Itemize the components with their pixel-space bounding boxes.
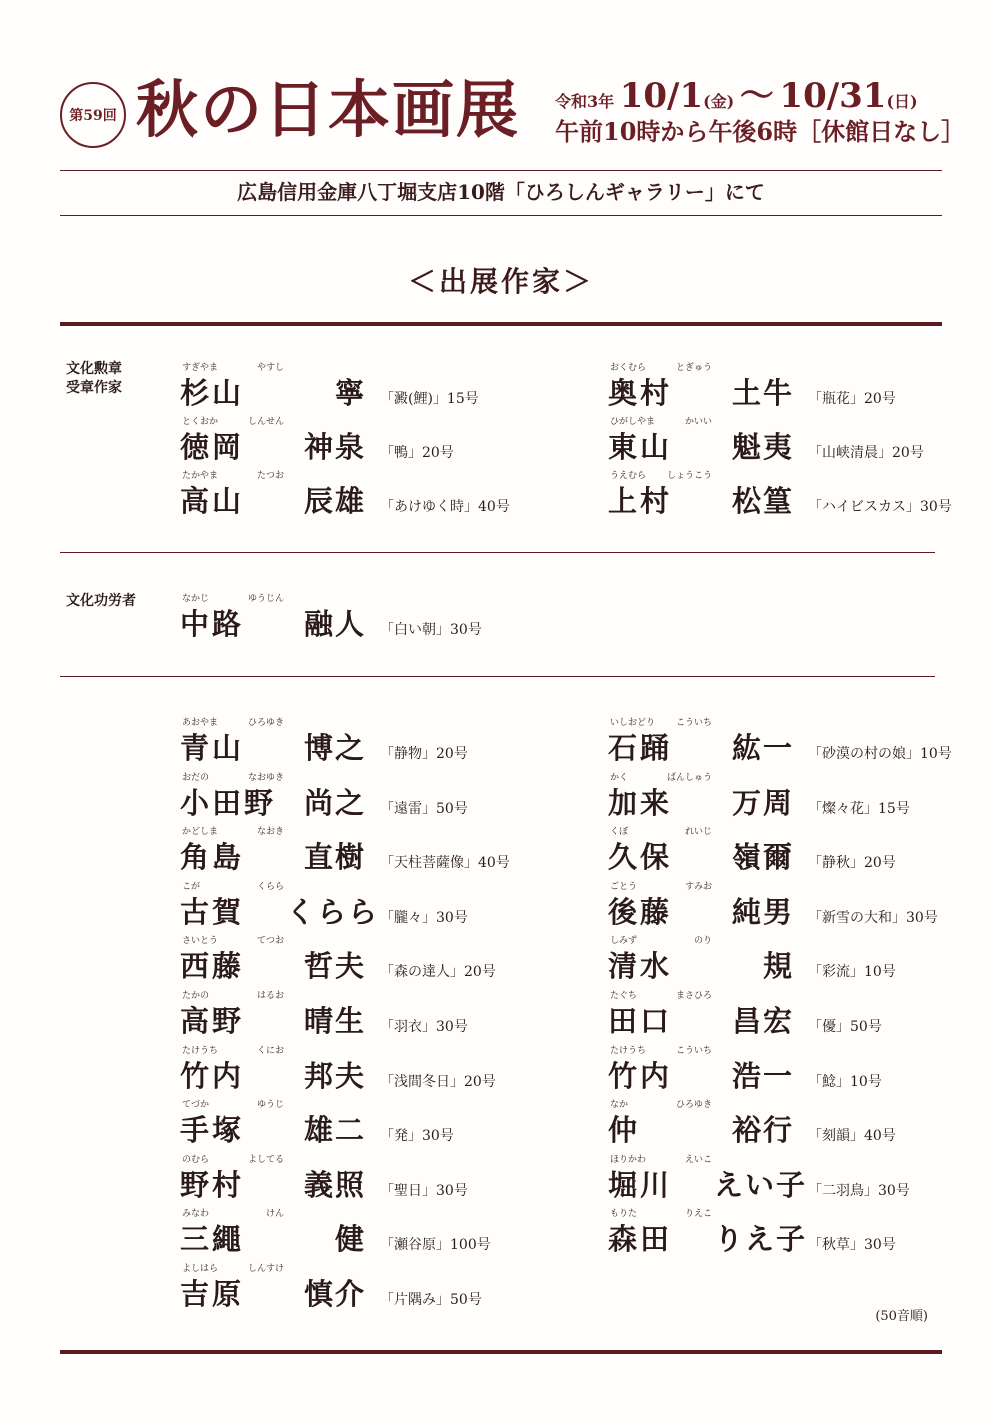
artist-name — [608, 1111, 896, 1155]
artist-surname: 東山 — [608, 430, 673, 464]
artist-entry — [180, 1154, 600, 1206]
artist-given-name: 哲夫 — [303, 949, 366, 984]
artist-given-name: 魁夷 — [731, 430, 794, 464]
surname-reading: おだの — [182, 772, 210, 783]
given-reading: ひろゆき — [675, 1100, 712, 1111]
venue-line: 広島信用金庫八丁堀支店10階「ひろしんギャラリー」にて — [237, 180, 765, 204]
exhibition-title: 秋の日本画展 — [136, 73, 521, 146]
artist-entry — [608, 881, 1000, 933]
artist-reading — [180, 1208, 370, 1220]
given-reading: こういち — [675, 718, 712, 728]
artist-given-name: 土牛 — [731, 376, 794, 410]
surname-reading: みなわ — [182, 1209, 210, 1220]
surname-reading: たぐち — [610, 991, 638, 1001]
artist-given-name: 紘一 — [731, 731, 794, 765]
surname-reading: こが — [182, 881, 201, 892]
artist-name — [180, 893, 468, 937]
artist-name — [180, 947, 496, 991]
artist-reading — [608, 1154, 798, 1166]
era-label: 令和3年 — [555, 92, 615, 111]
divider — [60, 552, 935, 553]
artist-reading — [608, 1099, 798, 1111]
artist-entry — [180, 1208, 600, 1260]
artist-given-name: 博之 — [303, 731, 366, 765]
given-reading: すみお — [684, 881, 712, 892]
artist-surname: 後藤 — [608, 894, 673, 929]
artwork-title: 「二羽鳥」30号 — [808, 1182, 910, 1199]
artist-entry — [608, 717, 1000, 769]
given-reading: はるお — [256, 991, 284, 1001]
surname-reading: くぼ — [610, 827, 629, 838]
artist-surname: 石踊 — [608, 731, 673, 765]
artist-surname: 中路 — [180, 607, 245, 641]
divider-thick — [60, 1350, 942, 1354]
end-day: (日) — [886, 92, 918, 111]
given-reading: よしてる — [247, 1154, 284, 1165]
artist-reading — [608, 772, 798, 784]
artwork-title: 「発」30号 — [380, 1128, 454, 1145]
artist-given-name: 松篁 — [731, 484, 794, 518]
artist-reading — [608, 416, 798, 428]
artist-reading — [180, 1045, 370, 1057]
surname-reading: なかじ — [182, 594, 210, 604]
artist-surname: 高山 — [180, 484, 245, 518]
artist-given-name: 規 — [762, 949, 794, 984]
category-line: 文化勲章 — [66, 361, 122, 377]
artist-given-name: 万周 — [731, 785, 794, 820]
artist-name — [180, 605, 482, 649]
artist-entry — [180, 362, 600, 414]
end-date: 10/31 — [779, 76, 887, 116]
given-reading: やすし — [256, 363, 284, 373]
surname-reading: ごとう — [610, 881, 638, 892]
artist-reading — [608, 717, 798, 729]
artist-reading — [180, 990, 370, 1002]
artist-given-name: 晴生 — [303, 1004, 366, 1038]
artist-reading — [608, 1045, 798, 1057]
artist-given-name: 昌宏 — [731, 1004, 794, 1038]
artwork-title: 「鯰」10号 — [808, 1073, 882, 1090]
opening-hours: 午前10時から午後6時［休館日なし］ — [555, 117, 966, 146]
artist-surname: 徳岡 — [180, 430, 245, 464]
artist-name — [608, 729, 952, 773]
category-order-of-culture — [66, 360, 122, 398]
artist-entry — [608, 1099, 1000, 1151]
surname-reading: てづか — [182, 1100, 210, 1111]
artist-surname: 角島 — [180, 840, 245, 875]
given-reading: たつお — [256, 471, 284, 481]
artist-surname: 古賀 — [180, 894, 245, 929]
given-reading: けん — [265, 1209, 284, 1220]
artist-entry — [608, 826, 1000, 878]
artwork-title: 「彩流」10号 — [808, 964, 896, 981]
category-cultural-merit: 文化功労者 — [66, 593, 136, 609]
artist-name — [180, 1275, 482, 1319]
given-reading: なおき — [256, 827, 284, 838]
surname-reading: しみず — [610, 936, 638, 947]
artist-reading — [608, 990, 798, 1002]
artist-name — [608, 482, 952, 526]
given-reading: とぎゅう — [675, 363, 712, 373]
artist-entry — [180, 1045, 600, 1097]
artist-given-name: りえ子 — [714, 1222, 808, 1257]
artist-name — [608, 374, 896, 418]
surname-reading: かく — [610, 772, 629, 783]
surname-reading: たかの — [182, 991, 210, 1001]
artist-given-name: 嶺爾 — [731, 840, 794, 875]
artist-given-name: 尚之 — [303, 785, 366, 820]
given-reading: ゆうじ — [256, 1100, 284, 1111]
artist-reading — [180, 1154, 370, 1166]
surname-reading: いしおどり — [610, 718, 656, 728]
surname-reading: おくむら — [610, 363, 647, 373]
given-reading: まさひろ — [675, 991, 712, 1001]
artist-given-name: 慎介 — [303, 1277, 366, 1311]
artwork-title: 「羽衣」30号 — [380, 1019, 468, 1035]
surname-reading: よしはら — [182, 1264, 219, 1274]
artist-entry — [180, 1099, 600, 1151]
artist-surname: 奥村 — [608, 376, 673, 410]
artist-given-name: えい子 — [714, 1167, 808, 1202]
artist-entry — [180, 1263, 600, 1315]
start-day: (金) — [703, 92, 735, 111]
artwork-title: 「浅間冬日」20号 — [380, 1073, 496, 1090]
artwork-title: 「聖日」30号 — [380, 1182, 468, 1199]
artist-given-name: 浩一 — [731, 1058, 794, 1093]
artist-reading — [180, 772, 370, 784]
artist-name — [608, 893, 938, 937]
artist-name — [180, 1111, 454, 1155]
given-reading: しょうこう — [666, 471, 712, 481]
artist-reading — [180, 1099, 370, 1111]
artwork-title: 「白い朝」30号 — [380, 622, 482, 638]
artwork-title: 「ハイビスカス」30号 — [808, 499, 952, 515]
artist-reading — [608, 881, 798, 893]
artist-surname: 野村 — [180, 1167, 245, 1202]
artist-name — [180, 838, 510, 882]
surname-reading: あおやま — [182, 718, 219, 728]
artist-surname: 手塚 — [180, 1113, 245, 1148]
artwork-title: 「優」50号 — [808, 1019, 882, 1035]
given-reading: ゆうじん — [247, 594, 284, 604]
surname-reading: さいとう — [182, 936, 219, 947]
artwork-title: 「新雪の大和」30号 — [808, 909, 938, 926]
surname-reading: とくおか — [182, 417, 219, 427]
given-reading: てつお — [256, 936, 284, 947]
surname-reading: もりた — [610, 1209, 638, 1220]
artist-reading — [180, 881, 370, 893]
artist-reading — [180, 717, 370, 729]
sort-note: (50音順) — [875, 1309, 928, 1324]
artwork-title: 「燦々花」15号 — [808, 800, 910, 817]
divider — [60, 676, 935, 677]
artist-surname: 清水 — [608, 949, 673, 984]
artist-name — [180, 1002, 468, 1046]
artist-surname: 杉山 — [180, 376, 245, 410]
artist-given-name: くらら — [286, 894, 380, 929]
artwork-title: 「刻韻」40号 — [808, 1128, 896, 1145]
artist-name — [608, 1057, 882, 1101]
given-reading: りえこ — [684, 1209, 712, 1220]
artist-name — [180, 1220, 491, 1264]
surname-reading: かどしま — [182, 827, 219, 838]
artist-entry — [180, 881, 600, 933]
artist-entry — [608, 362, 1000, 414]
given-reading: くにお — [256, 1045, 284, 1056]
artist-reading — [180, 593, 370, 605]
given-reading: しんせん — [247, 417, 284, 427]
artist-name — [608, 428, 924, 472]
artist-surname: 竹内 — [608, 1058, 673, 1093]
edition-label: 第59回 — [69, 108, 117, 124]
given-reading: なおゆき — [247, 772, 284, 783]
artist-name — [180, 374, 479, 418]
surname-reading: なか — [610, 1100, 629, 1111]
artist-given-name: 直樹 — [303, 840, 366, 875]
artwork-title: 「砂漠の村の娘」10号 — [808, 746, 952, 762]
given-reading: ひろゆき — [247, 718, 284, 728]
artist-reading — [180, 362, 370, 374]
artist-entry — [608, 1045, 1000, 1097]
artwork-title: 「瀬谷原」100号 — [380, 1237, 491, 1254]
artist-name — [180, 729, 468, 773]
given-reading: こういち — [675, 1045, 712, 1056]
artwork-title: 「森の達人」20号 — [380, 964, 496, 981]
artist-entry — [608, 1154, 1000, 1206]
artist-entry — [180, 470, 600, 522]
artwork-title: 「山峡清晨」20号 — [808, 445, 924, 461]
artist-reading — [180, 826, 370, 838]
artist-reading — [608, 1208, 798, 1220]
artist-reading — [608, 362, 798, 374]
category-line: 受章作家 — [66, 380, 122, 396]
artist-entry — [608, 772, 1000, 824]
artist-entry — [608, 990, 1000, 1042]
surname-reading: のむら — [182, 1154, 210, 1165]
given-reading: れいじ — [684, 827, 712, 838]
artist-given-name: 神泉 — [303, 430, 366, 464]
artist-surname: 久保 — [608, 840, 673, 875]
artist-reading — [608, 470, 798, 482]
artist-name — [608, 1002, 882, 1046]
artist-given-name: 健 — [334, 1222, 366, 1257]
artist-entry — [180, 826, 600, 878]
artist-entry — [180, 416, 600, 468]
artist-surname: 堀川 — [608, 1167, 673, 1202]
artist-name — [608, 1220, 896, 1264]
artwork-title: 「遠雷」50号 — [380, 800, 468, 817]
artist-surname: 仲 — [608, 1113, 641, 1148]
artist-surname: 上村 — [608, 484, 673, 518]
start-date: 10/1 — [619, 76, 704, 116]
artist-entry — [180, 717, 600, 769]
artist-given-name: 雄二 — [303, 1113, 366, 1148]
divider-thick — [60, 322, 942, 326]
artist-entry — [608, 416, 1000, 468]
surname-reading: ひがしやま — [610, 417, 656, 427]
given-reading: かいい — [684, 417, 712, 427]
artist-entry — [608, 935, 1000, 987]
artist-name — [180, 784, 468, 828]
surname-reading: たけうち — [182, 1045, 219, 1056]
surname-reading: たかやま — [182, 471, 219, 481]
surname-reading: ほりかわ — [610, 1154, 647, 1165]
artist-surname: 竹内 — [180, 1058, 245, 1093]
artwork-title: 「天柱菩薩像」40号 — [380, 855, 510, 872]
artist-given-name: 裕行 — [731, 1113, 794, 1148]
artwork-title: 「片隅み」50号 — [380, 1292, 482, 1308]
artist-name — [608, 784, 910, 828]
artwork-title: 「鴨」20号 — [380, 445, 454, 461]
artwork-title: 「朧々」30号 — [380, 909, 468, 926]
artist-surname: 西藤 — [180, 949, 245, 984]
given-reading: くらら — [256, 881, 284, 892]
artist-entry — [180, 990, 600, 1042]
artist-name — [608, 1166, 910, 1210]
artist-surname: 森田 — [608, 1222, 673, 1257]
given-reading: のり — [693, 936, 712, 947]
given-reading: えいこ — [684, 1154, 712, 1165]
divider — [60, 170, 942, 171]
artist-name — [180, 428, 454, 472]
artwork-title: 「あけゆく時」40号 — [380, 499, 510, 515]
artist-given-name: 義照 — [303, 1167, 366, 1202]
artist-name — [608, 838, 896, 882]
artist-entry — [608, 1208, 1000, 1260]
artist-given-name: 純男 — [731, 894, 794, 929]
artwork-title: 「静秋」20号 — [808, 855, 896, 872]
artist-given-name: 寧 — [334, 376, 366, 410]
section-heading: ＜出展作家＞ — [407, 265, 594, 298]
divider — [60, 215, 942, 216]
artist-entry — [180, 935, 600, 987]
artwork-title: 「静物」20号 — [380, 746, 468, 762]
edition-badge — [60, 82, 126, 148]
artist-entry — [180, 593, 600, 645]
artist-name — [180, 482, 510, 526]
artist-reading — [608, 935, 798, 947]
artist-entry — [608, 470, 1000, 522]
artist-surname: 田口 — [608, 1004, 673, 1038]
artwork-title: 「澱(鯉)」15号 — [380, 391, 479, 407]
artist-surname: 吉原 — [180, 1277, 245, 1311]
artwork-title: 「秋草」30号 — [808, 1237, 896, 1254]
artist-surname: 高野 — [180, 1004, 245, 1038]
artist-reading — [608, 826, 798, 838]
artist-entry — [180, 772, 600, 824]
artwork-title: 「瓶花」20号 — [808, 391, 896, 407]
date-separator: 〜 — [739, 76, 774, 116]
surname-reading: すぎやま — [182, 363, 219, 373]
surname-reading: うえむら — [610, 471, 647, 481]
given-reading: ばんしゅう — [666, 772, 712, 783]
artist-reading — [180, 1263, 370, 1275]
artist-reading — [180, 470, 370, 482]
artist-given-name: 邦夫 — [303, 1058, 366, 1093]
artist-given-name: 辰雄 — [303, 484, 366, 518]
artist-surname: 青山 — [180, 731, 245, 765]
artist-reading — [180, 416, 370, 428]
artist-surname: 加来 — [608, 785, 673, 820]
artist-name — [608, 947, 896, 991]
artist-name — [180, 1166, 468, 1210]
artist-name — [180, 1057, 496, 1101]
artist-given-name: 融人 — [303, 607, 366, 641]
surname-reading: たけうち — [610, 1045, 647, 1056]
artist-reading — [180, 935, 370, 947]
given-reading: しんすけ — [247, 1264, 284, 1274]
artist-surname: 三繩 — [180, 1222, 245, 1257]
artist-surname: 小田野 — [180, 785, 277, 820]
